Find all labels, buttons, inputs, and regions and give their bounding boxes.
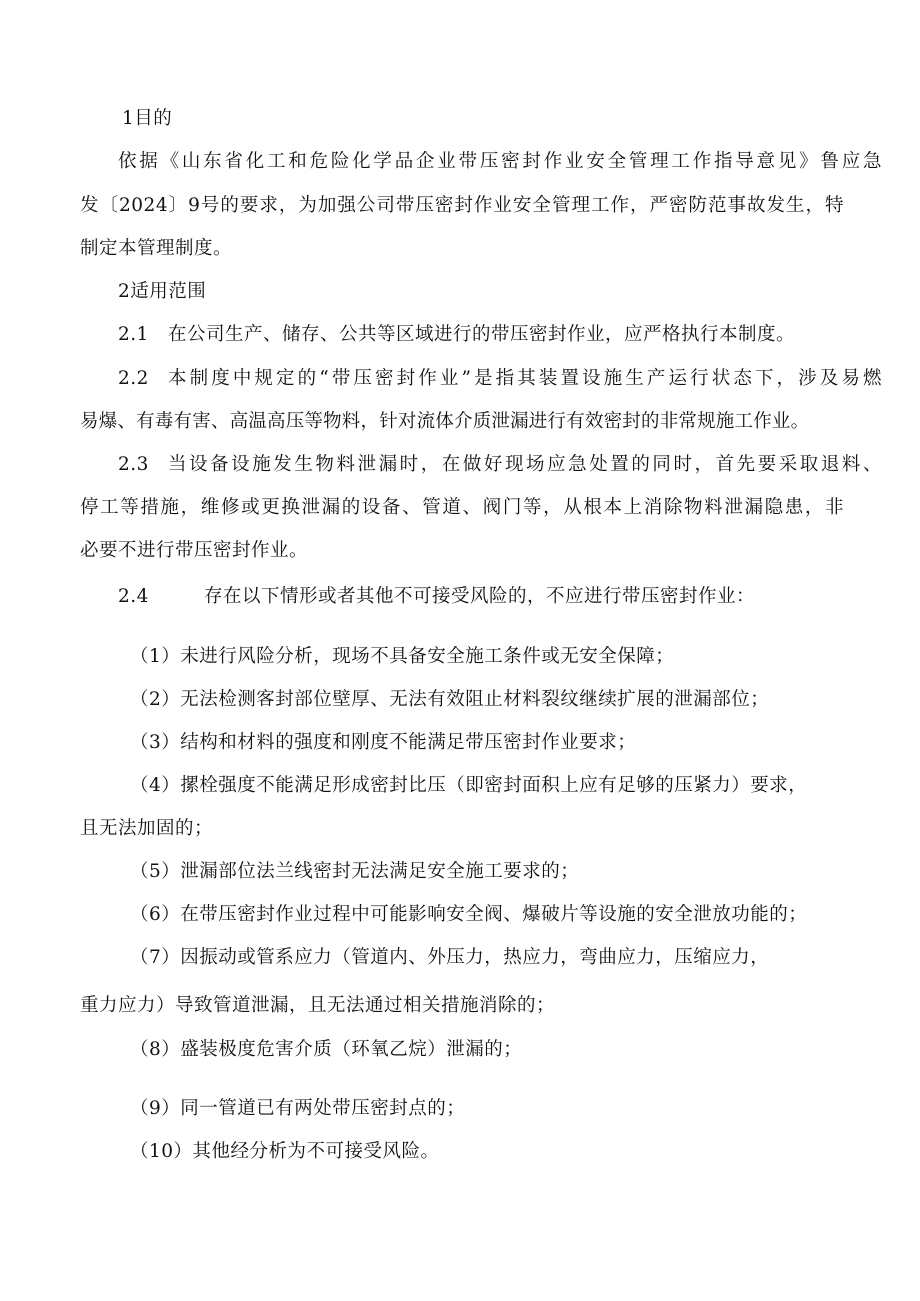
clause-2-1	[118, 323, 795, 347]
list-item-7-line-1: （7）因振动或管系应力（管道内、外压力，热应力，弯曲应力，压缩应力，	[130, 947, 770, 968]
clause-2-4-text: 存在以下情形或者其他不可接受风险的，不应进行带压密封作业：	[204, 586, 756, 607]
clause-2-4-number: 2.4	[118, 586, 149, 607]
clause-2-3-number: 2.3	[118, 454, 149, 475]
clause-2-1-number: 2.1	[118, 324, 149, 345]
clause-2-3-line-1	[118, 453, 882, 477]
list-item-2: （2）无法检测客封部位壁厚、无法有效阻止材料裂纹继续扩展的泄漏部位；	[130, 689, 770, 710]
section-2-heading: 2适用范围	[118, 281, 207, 302]
list-item-3: （3）结构和材料的强度和刚度不能满足带压密封作业要求；	[130, 732, 637, 753]
clause-2-2-text-line-1: 本制度中规定的“带压密封作业”是指其装置设施生产运行状态下，涉及易燃	[168, 368, 882, 389]
section-1-paragraph-line-1: 依据《山东省化工和危险化学品企业带压密封作业安全管理工作指导意见》鲁应急	[118, 151, 882, 172]
clause-2-2-text-line-2: 易爆、有毒有害、高温高压等物料，针对流体介质泄漏进行有效密封的非常规施工作业。	[80, 411, 810, 432]
section-1-paragraph-line-3: 制定本管理制度。	[80, 238, 233, 259]
list-item-5: （5）泄漏部位法兰线密封无法满足安全施工要求的；	[130, 861, 580, 882]
clause-2-2-line-1	[118, 367, 882, 391]
clause-2-3-text-line-1: 当设备设施发生物料泄漏时，在做好现场应急处置的同时，首先要采取退料、	[168, 454, 882, 475]
clause-2-4	[118, 585, 755, 609]
section-1-heading: 1目的	[122, 108, 173, 129]
clause-2-1-text: 在公司生产、储存、公共等区域进行的带压密封作业，应严格执行本制度。	[168, 324, 796, 345]
list-item-9: （9）同一管道已有两处带压密封点的；	[130, 1098, 466, 1119]
clause-2-2-number: 2.2	[118, 368, 149, 389]
list-item-4-line-1: （4）摞栓强度不能满足形成密封比压（即密封面积上应有足够的压紧力）要求，	[130, 775, 808, 796]
list-item-6: （6）在带压密封作业过程中可能影响安全阀、爆破片等设施的安全泄放功能的；	[130, 904, 808, 925]
clause-2-3-text-line-3: 必要不进行带压密封作业。	[80, 540, 309, 561]
list-item-1: （1）未进行风险分析，现场不具备安全施工条件或无安全保障；	[130, 646, 675, 667]
section-1-paragraph-line-2: 发〔2024〕9号的要求，为加强公司带压密封作业安全管理工作，严密防范事故发生，特	[80, 195, 844, 216]
list-item-8: （8）盛装极度危害介质（环氧乙烷）泄漏的；	[130, 1039, 523, 1060]
list-item-4-line-2: 且无法加固的；	[80, 818, 214, 839]
list-item-7-line-2: 重力应力）导致管道泄漏，且无法通过相关措施消除的；	[80, 995, 556, 1016]
clause-2-3-text-line-2: 停工等措施，维修或更换泄漏的设备、管道、阀门等，从根本上消除物料泄漏隐患，非	[80, 497, 844, 518]
list-item-10: （10）其他经分析为不可接受风险。	[130, 1141, 440, 1162]
